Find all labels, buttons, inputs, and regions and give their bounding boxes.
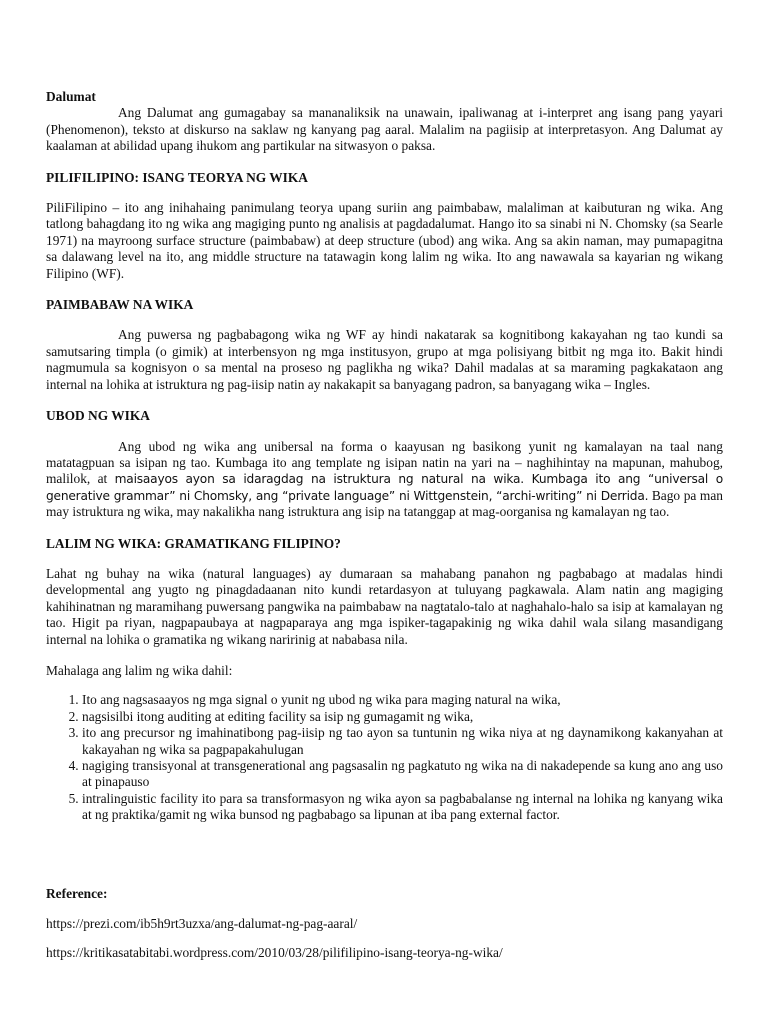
dalumat-heading: Dalumat <box>46 89 96 104</box>
paimbabaw-paragraph: Ang puwersa ng pagbabagong wika ng WF ay hindi nakatarak sa kognitibong kakayahan ng tao kundi sa samutsaring timpla (o gimik) at interbensyon ng mga institusyon, grupo at mga polisiyang bitbit ng mga ito. Bakit hindi nagmumula sa kognisyon o sa mental na proseso ng paglikha ng wika? Dahil madalas at sa maraming pagkakataon ang internal na lohika at istruktura ng pag-iisip natin ay nakakapit sa banyagang padron, sa banyagang wika – Ingles. <box>46 327 723 392</box>
list-item: 1. Ito ang nagsasaayos ng mga signal o yunit ng ubod ng wika para maging natural na wika, <box>82 692 723 708</box>
lalim-reasons-list <box>46 692 723 823</box>
list-item: 3. ito ang precursor ng imahinatibong pag-iisip ng tao ayon sa tuntunin ng wika niya at ng daynamikong kakanyahan at kakayahan ng wika sa pagpapakahulugan <box>82 725 723 758</box>
ubod-text-part2: maisaayos ayon sa idaragdag na istruktura ng natural na wika. Kumbaga ito ang “universal o generative grammar” ni Chomsky, ang “private language” ni Wittgenstein, “archi-writing” ni Derrida. <box>46 472 723 503</box>
list-item: 5. intralinguistic facility ito para sa transformasyon ng wika ayon sa pagbabalanse ng internal na lohika ng kanyang wika at ng praktika/gamit ng wika bunsod ng pagbabago sa lipunan at iba pang external factor. <box>82 791 723 824</box>
document-page <box>46 89 723 962</box>
lalim-paragraph: Lahat ng buhay na wika (natural languages) ay dumaraan sa mahabang panahon ng pagbabago at madalas hindi developmental ang yugto ng pinagdadaanan nito kundi retardasyon at tuluyang pagkawala. Alam natin ang magiging kahihinatnan ng maramihang puwersang pangwika na paimbabaw na nagtatalo-talo at naghahalo-halo sa isip at kamalayan ng tao. Higit pa riyan, nagpapaubaya at nagpaparaya ang mga ispiker-tagapakinig ng wika dahil wala silang masandigang internal na lohika o gramatika ng wikang naririnig at nababasa nila. <box>46 565 723 647</box>
dalumat-paragraph: Ang Dalumat ang gumagabay sa mananaliksik na unawain, ipaliwanag at i-interpret ang isang pang yayari (Phenomenon), teksto at diskurso na saklaw ng kanyang pag aaral. Malalim na pagiisip at interpretasyon. Ang Dalumat ay kaalaman at abilidad upang ihukom ang partikular na sitwasyon o paksa. <box>46 105 723 154</box>
reference-link-kritika[interactable]: https://kritikasatabitabi.wordpress.com/2010/03/28/pilifilipino-isang-teorya-ng-wika/ <box>46 945 503 961</box>
lalim-heading: LALIM NG WIKA: GRAMATIKANG FILIPINO? <box>46 535 341 551</box>
paimbabaw-heading: PAIMBABAW NA WIKA <box>46 297 194 313</box>
ubod-text-part3: Bago pa man may istruktura ng wika, may nakalikha nang istruktura ang isip na tatanggap at mag-oorganisa ng kamalayan ng tao. <box>46 487 723 520</box>
list-item: 4. nagiging transisyonal at transgenerational ang pagsasalin ng pagkatuto ng wika na di nakadepende sa kung ano ang uso at pinapauso <box>82 758 723 791</box>
reference-link-prezi[interactable]: https://prezi.com/ib5h9rt3uzxa/ang-dalumat-ng-pag-aaral/ <box>46 916 358 932</box>
ubod-paragraph <box>46 439 723 521</box>
list-item: 2. nagsisilbi itong auditing at editing facility sa isip ng gumagamit ng wika, <box>82 709 723 725</box>
reference-heading: Reference: <box>46 885 108 901</box>
pilifilipino-heading: PILIFILIPINO: ISANG TEORYA NG WIKA <box>46 169 308 185</box>
ubod-heading: UBOD NG WIKA <box>46 408 150 424</box>
pilifilipino-paragraph: PiliFilipino – ito ang inihahaing panimulang teorya upang suriin ang paimbabaw, malaliman at kaibuturan ng wika. Ang tatlong bahagdang ito ng wika ang magiging punto ng analisis at pagdadalumat. Hango ito sa sinabi ni N. Chomsky (sa Searle 1971) na mayroong surface structure (paimbabaw) at deep structure (ubod) ang wika. Ang sa akin naman, may pumapagitna sa dalawang level na ito, ang middle structure na tatawagin kong lalim ng wika. Ito ang nawawala sa kayarian ng wikang Filipino (WF). <box>46 200 723 281</box>
ubod-text-part1: Ang ubod ng wika ang unibersal na forma o kaayusan ng basikong yunit ng kamalayan na taal nang matatagpuan sa isipan ng tao. Kumbaga ito ang template ng isipan natin na yari na – naghihintay na mapunan, mahubog, malilok, at <box>46 438 723 487</box>
lalim-intro: Mahalaga ang lalim ng wika dahil: <box>46 662 233 678</box>
